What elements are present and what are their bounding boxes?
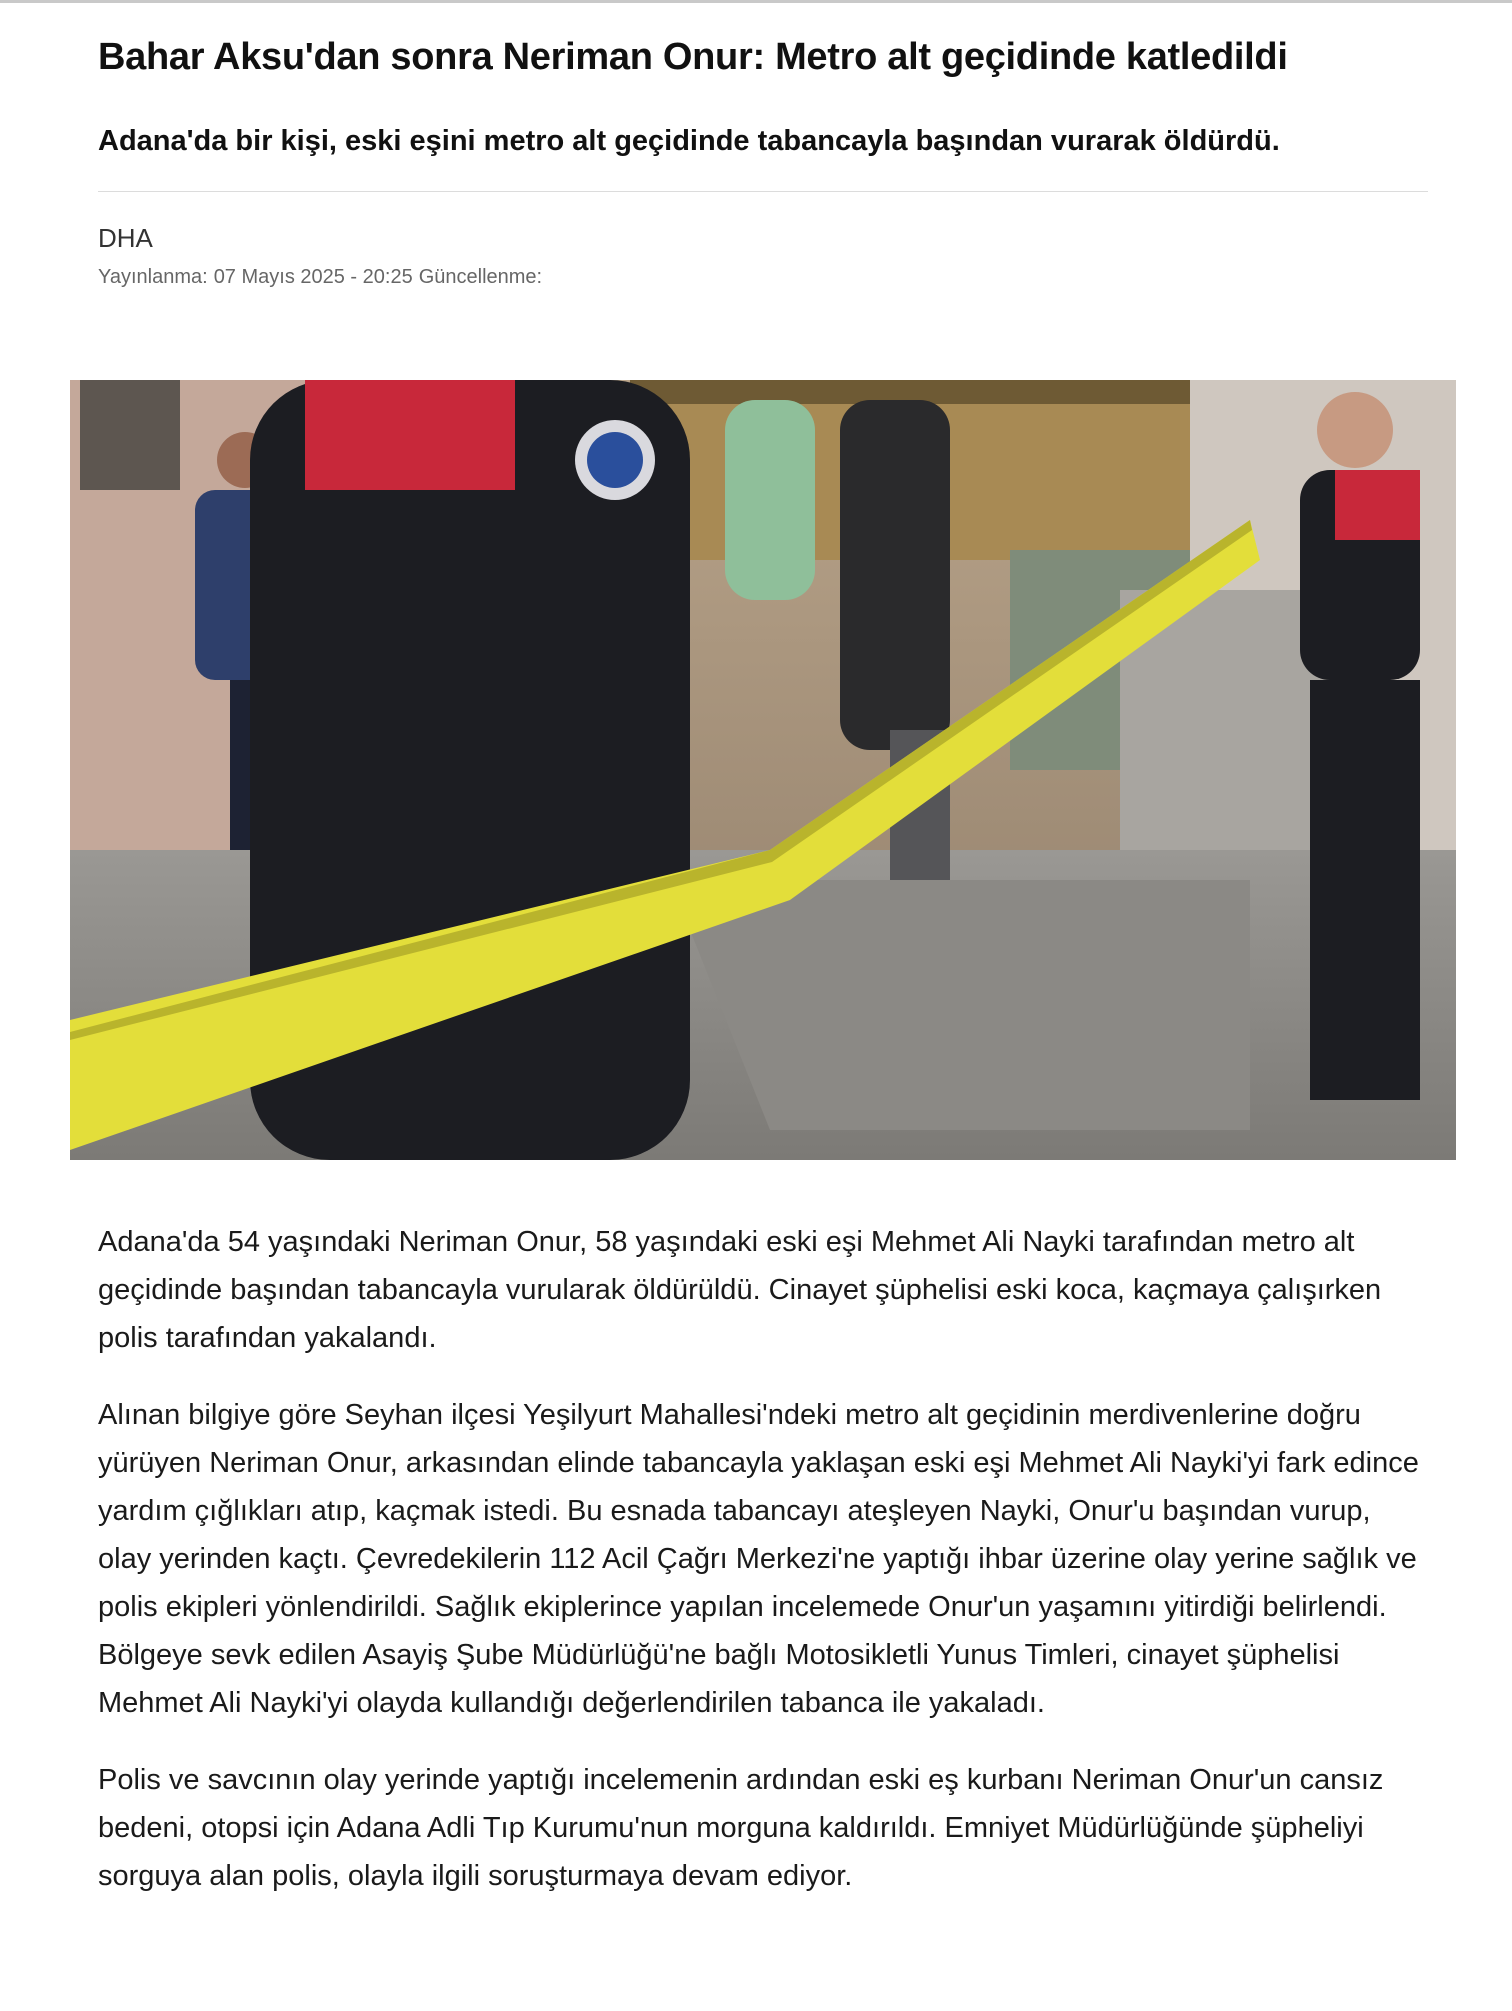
published-label: Yayınlanma: [98, 266, 208, 288]
headline: Bahar Aksu'dan sonra Neriman Onur: Metro alt geçidinde katledildi [98, 36, 1288, 78]
police-shoulder [1335, 470, 1420, 540]
news-photo-illustration [70, 380, 1456, 1160]
news-photo[interactable] [70, 380, 1456, 1160]
police-shoulder [305, 380, 515, 490]
published-date: 07 Mayıs 2025 - 20:25 [213, 266, 413, 288]
top-rule [0, 0, 1512, 3]
police-badge-icon [587, 432, 643, 488]
article-body [98, 1218, 1428, 1929]
source-agency[interactable]: DHA [98, 223, 153, 253]
updated-label: Güncellenme: [418, 266, 543, 288]
divider [98, 191, 1428, 192]
officer-head [1317, 392, 1393, 468]
article-header [98, 32, 1428, 290]
paragraph: Alınan bilgiye göre Seyhan ilçesi Yeşilyurt Mahallesi'ndeki metro alt geçidinin merdivenlerine doğru yürüyen Neriman Onur, arkasından elinde tabancayla yaklaşan eski eşi Mehmet Ali Nayki'yi fark edince yardım çığlıkları atıp, kaçmak istedi. Bu esnada tabancayı ateşleyen Nayki, Onur'u başından vurup, olay yerinden kaçtı. Çevredekilerin 112 Acil Çağrı Merkezi'ne yaptığı ihbar üzerine olay yerine sağlık ve polis ekipleri yönlendirildi. Sağlık ekiplerince yapılan incelemede Onur'un yaşamını yitirdiği belirlendi. Bölgeye sevk edilen Asayiş Şube Müdürlüğü'ne bağlı Motosikletli Yunus Timleri, cinayet şüphelisi Mehmet Ali Nayki'yi olayda kullandığı değerlendirilen tabanca ile yakaladı. [98, 1399, 1419, 1719]
publish-meta [98, 264, 1428, 290]
article-spot: Adana'da bir kişi, eski eşini metro alt geçidinde tabancayla başından vurarak öldürdü. [98, 125, 1280, 157]
window-grille [80, 380, 180, 490]
stair-block [670, 880, 1250, 1130]
bystander-figure [840, 400, 950, 750]
officer-figure [1310, 680, 1420, 1100]
paragraph: Polis ve savcının olay yerinde yaptığı incelemenin ardından eski eş kurbanı Neriman Onur'un cansız bedeni, otopsi için Adana Adli Tıp Kurumu'nun morguna kaldırıldı. Emniyet Müdürlüğünde şüpheliyi sorguya alan polis, olayla ilgili soruşturmaya devam ediyor. [98, 1764, 1384, 1892]
bystander-figure [725, 400, 815, 600]
paragraph: Adana'da 54 yaşındaki Neriman Onur, 58 yaşındaki eski eşi Mehmet Ali Nayki tarafından metro alt geçidinde başından tabancayla vurularak öldürüldü. Cinayet şüphelisi eski koca, kaçmaya çalışırken polis tarafından yakalandı. [98, 1226, 1382, 1354]
